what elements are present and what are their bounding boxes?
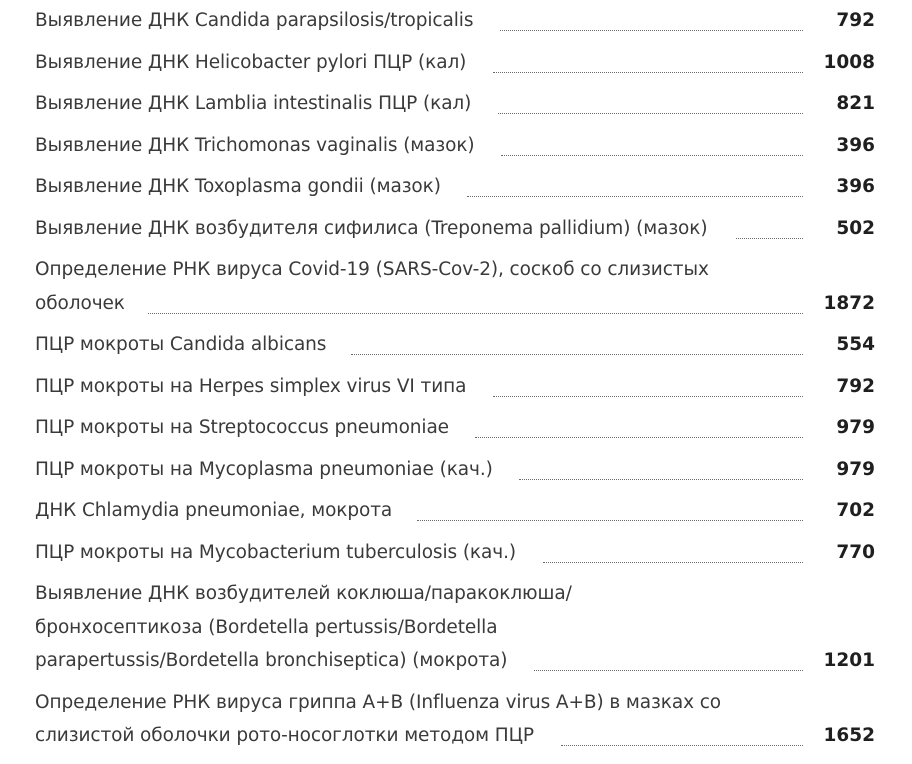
service-name-line: ПЦР мокроты на Mycoplasma pneumoniae (кач.) [35, 458, 493, 480]
dot-leader [501, 155, 803, 156]
service-name-line: бронхосептикоза (Bordetella pertussis/Bordetella [35, 616, 498, 638]
dot-leader [561, 745, 804, 746]
service-name [35, 411, 735, 445]
service-name-line: ДНК Chlamydia pneumoniae, мокрота [35, 500, 393, 521]
service-name-line: слизистой оболочки рото-носоглотки методом ПЦР [35, 725, 534, 746]
dot-leader [475, 437, 803, 438]
dot-leader [500, 30, 803, 31]
service-name-line: ПЦР мокроты на Streptococcus pneumoniae [35, 417, 449, 438]
dot-leader [534, 670, 803, 671]
service-name [35, 4, 735, 38]
service-name-line: Выявление ДНК возбудителей коклюша/паракоклюша/ [35, 583, 572, 604]
price-row [35, 170, 875, 204]
service-name-line: ПЦР мокроты на Herpes simplex virus VI типа [35, 375, 467, 397]
dot-leader [493, 72, 803, 73]
service-name [35, 494, 735, 528]
dot-leader [543, 562, 803, 563]
service-name-line: Выявление ДНК Trichomonas vaginalis (мазок) [35, 134, 475, 156]
dot-leader [417, 520, 803, 521]
service-name-line: parapertussis/Bordetella bronchiseptica) (мокрота) [35, 650, 508, 671]
service-name [35, 686, 735, 753]
service-name-line: Определение РНК вируса Covid-19 (SARS-Cov-2), соскоб со слизистых [35, 259, 709, 280]
price-row [35, 46, 875, 80]
service-price: 1201 [823, 650, 875, 671]
service-name [35, 370, 735, 404]
service-name-line: Выявление ДНК Toxoplasma gondii (мазок) [35, 176, 441, 197]
price-row [35, 4, 875, 38]
price-row [35, 411, 875, 445]
service-price: 1008 [823, 51, 875, 73]
service-price: 792 [836, 10, 875, 31]
service-name [35, 129, 735, 163]
service-price: 396 [836, 176, 875, 197]
price-row [35, 370, 875, 404]
dot-leader [519, 479, 803, 480]
service-name-line: Выявление ДНК Lamblia intestinalis ПЦР (кал) [35, 93, 472, 114]
dot-leader [467, 196, 803, 197]
service-name [35, 46, 735, 80]
service-name [35, 328, 735, 362]
service-price: 702 [836, 500, 875, 521]
service-name-line: Выявление ДНК Helicobacter pylori ПЦР (кал) [35, 51, 467, 73]
service-name [35, 536, 735, 570]
service-price: 396 [836, 134, 875, 156]
service-price: 1872 [823, 292, 875, 314]
service-price: 554 [836, 334, 875, 355]
service-name-line: Выявление ДНК Candida parapsilosis/tropicalis [35, 10, 474, 31]
service-price: 979 [836, 417, 875, 438]
dot-leader [148, 313, 803, 314]
service-name [35, 212, 735, 246]
service-name-line: Определение РНК вируса гриппа А+В (Influenza virus A+B) в мазках со [35, 691, 721, 713]
price-row [35, 577, 875, 678]
service-price: 770 [836, 541, 875, 563]
dot-leader [493, 396, 803, 397]
price-row [35, 494, 875, 528]
service-name [35, 170, 735, 204]
service-name-line: Выявление ДНК возбудителя сифилиса (Treponema pallidium) (мазок) [35, 217, 708, 239]
service-price: 821 [836, 93, 875, 114]
service-price: 792 [836, 375, 875, 397]
dot-leader [736, 238, 803, 239]
service-name [35, 453, 735, 487]
price-row [35, 87, 875, 121]
service-price: 502 [836, 217, 875, 239]
price-row [35, 686, 875, 753]
service-name [35, 253, 735, 320]
price-row [35, 453, 875, 487]
service-name-line: ПЦР мокроты на Mycobacterium tuberculosis (кач.) [35, 541, 516, 563]
service-name-line: оболочек [35, 292, 125, 314]
service-price: 979 [836, 458, 875, 480]
price-row [35, 129, 875, 163]
service-name [35, 577, 735, 678]
service-price: 1652 [823, 725, 875, 746]
price-row [35, 328, 875, 362]
price-row [35, 253, 875, 320]
price-row [35, 536, 875, 570]
service-name [35, 87, 735, 121]
price-row [35, 212, 875, 246]
dot-leader [351, 354, 803, 355]
service-name-line: ПЦР мокроты Candida albicans [35, 334, 327, 355]
dot-leader [498, 113, 803, 114]
